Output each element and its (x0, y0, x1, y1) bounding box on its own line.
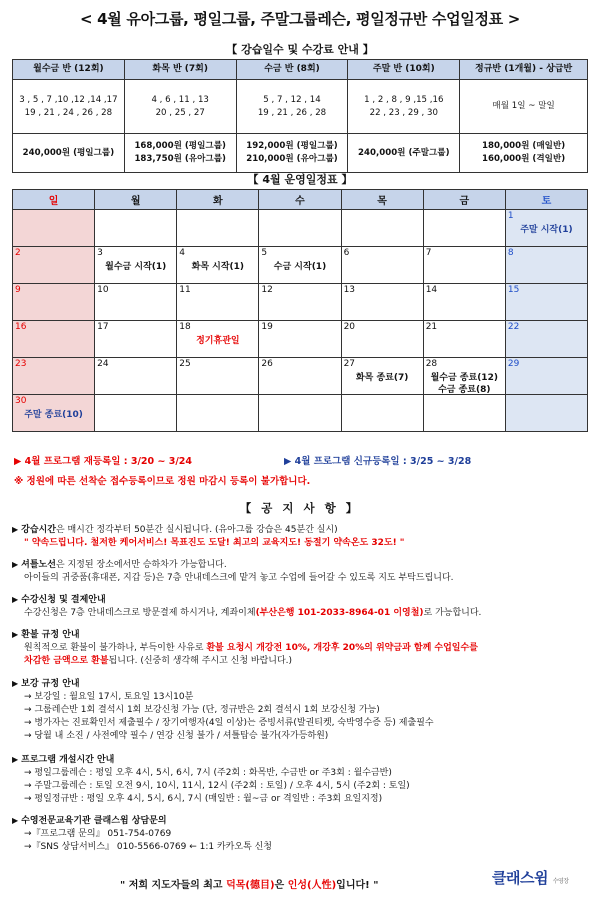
fee-days-cell: 매월 1일 ~ 말일 (460, 80, 588, 134)
calendar-day-cell (505, 395, 587, 432)
notice-payment: ▶ 수강신청 및 결제안내 수강신청은 7층 안내데스크로 방문결제 하시거나, 계좌이체(부산은행 101-2033-8964-01 이영철)로 가능합니다. (12, 595, 482, 618)
calendar-day-cell (341, 210, 423, 247)
fee-table (12, 59, 588, 173)
calendar-day-cell (177, 358, 259, 395)
fee-header: 월수금 반 (12회) (13, 60, 125, 80)
calendar-day-cell (95, 284, 177, 321)
calendar-day-cell (423, 210, 505, 247)
day-event: 주말 시작(1) (520, 225, 573, 235)
calendar-day-cell (259, 395, 341, 432)
calendar-day-cell (341, 395, 423, 432)
calendar-day-cell (259, 321, 341, 358)
weekday-header: 일 (13, 190, 95, 210)
calendar-day-cell (505, 321, 587, 358)
weekday-header: 수 (259, 190, 341, 210)
day-number: 1 (507, 211, 514, 221)
day-number: 29 (507, 359, 520, 369)
fee-price-cell: 192,000원 (평일그룹) 210,000원 (유아그룹) (236, 134, 348, 173)
calendar-day-cell (423, 321, 505, 358)
day-number: 14 (425, 285, 438, 295)
day-number: 18 (179, 322, 191, 332)
day-number: 24 (97, 359, 109, 369)
calendar-day-cell (177, 210, 259, 247)
fee-header: 정규반 (1개월) - 상급반 (460, 60, 588, 80)
notice-lesson-time: ▶ 강습시간은 매시간 정각부터 50분간 실시됩니다. (유아그룹 강습은 45분간 실시) " 약속드립니다. 철저한 케어서비스! 목표진도 도달! 최고의 교육지도! 동절기 약속온도 32도! " (12, 523, 592, 550)
day-number: 5 (261, 248, 268, 258)
fee-days-cell: 5 , 7 , 12 , 14 19 , 21 , 26 , 28 (236, 80, 348, 134)
calendar-day-cell (95, 321, 177, 358)
promise-text: " 약속드립니다. 철저한 케어서비스! 목표진도 도달! 최고의 교육지도! 동절기 약속온도 32도! " (24, 538, 405, 548)
fee-header: 화목 반 (7회) (124, 60, 236, 80)
calendar-table (12, 189, 588, 432)
calendar-day-cell (259, 210, 341, 247)
phone-contact: →『프로그램 문의』 051-754-0769 (24, 829, 172, 839)
weekday-header: 월 (95, 190, 177, 210)
calendar-day-cell (177, 284, 259, 321)
day-number: 10 (97, 285, 109, 295)
calendar-day-cell (177, 247, 259, 284)
calendar-day-cell (13, 395, 95, 432)
calendar-day-cell (423, 395, 505, 432)
calendar-day-cell (505, 247, 587, 284)
page-title: < 4월 유아그룹, 평일그룹, 주말그룹레슨, 평일정규반 수업일정표 > (79, 10, 521, 28)
calendar-day-cell (95, 358, 177, 395)
calendar-week-row (13, 210, 588, 247)
motto-quote: " 저희 지도자들의 최고 덕목(德目)은 인성(人性)입니다! " (120, 880, 379, 891)
calendar-week-row (13, 247, 588, 284)
fee-section-label: 【 강습일수 및 수강료 안내 】 (226, 43, 374, 56)
calendar-day-cell (177, 395, 259, 432)
day-number: 15 (507, 285, 520, 295)
weekday-header: 토 (505, 190, 587, 210)
fee-header: 수금 반 (8회) (236, 60, 348, 80)
calendar-day-cell (259, 284, 341, 321)
weekday-header: 화 (177, 190, 259, 210)
calendar-day-cell (13, 284, 95, 321)
fee-price-cell: 168,000원 (평일그룹) 183,750원 (유아그룹) (124, 134, 236, 173)
calendar-day-cell (341, 321, 423, 358)
day-number: 26 (261, 359, 273, 369)
day-number: 28 (425, 359, 438, 369)
day-number: 17 (97, 322, 109, 332)
calendar-day-cell (423, 247, 505, 284)
day-event: 화목 종료(7) (355, 373, 409, 383)
triangle-bullet-icon: ▶ (12, 560, 19, 569)
calendar-week-row (13, 358, 588, 395)
calendar-day-cell (423, 284, 505, 321)
calendar-day-cell (341, 284, 423, 321)
calendar-week-row (13, 395, 588, 432)
calendar-day-cell (505, 358, 587, 395)
calendar-week-row (13, 284, 588, 321)
fee-price-cell: 180,000원 (매일반) 160,000원 (격일반) (460, 134, 588, 173)
weekday-header: 목 (341, 190, 423, 210)
triangle-bullet-icon: ▶ (12, 525, 19, 534)
fee-header: 주말 반 (10회) (348, 60, 460, 80)
calendar-day-cell (95, 247, 177, 284)
fee-price-cell: 240,000원 (주말그룹) (348, 134, 460, 173)
notice-title: 【 공 지 사 항 】 (239, 501, 361, 515)
fee-days-cell: 1 , 2 , 8 , 9 ,15 ,16 22 , 23 , 29 , 30 (348, 80, 460, 134)
calendar-day-cell (341, 247, 423, 284)
calendar-day-cell (13, 321, 95, 358)
bank-account: (부산은행 101-2033-8964-01 이영철) (255, 608, 424, 618)
notice-refund: ▶ 환불 규정 안내 원칙적으로 환불이 불가하나, 부득이한 사유로 환불 요청시 개강전 10%, 개강후 20%의 위약금과 함께 수업일수를 차감한 금액으로 환불됩니다. (신중히 생각해 주시고 신청 바랍니다.) (12, 630, 478, 666)
rereg-date: ▶ 4월 프로그램 재등록일 : 3/20 ~ 3/24 (14, 456, 193, 467)
day-event: 정기휴관일 (196, 336, 240, 346)
calendar-day-cell (341, 358, 423, 395)
calendar-day-cell (13, 210, 95, 247)
day-number: 20 (343, 322, 356, 332)
calendar-day-cell (505, 284, 587, 321)
fee-days-cell: 3 , 5 , 7 ,10 ,12 ,14 ,17 19 , 21 , 24 , 26 , 28 (13, 80, 125, 134)
calendar-day-cell (95, 395, 177, 432)
notice-shuttle: ▶ 셔틀노선은 지정된 장소에서만 승하차가 가능합니다. 아이들의 귀중품(휴대폰, 지갑 등)은 7층 안내데스크에 맡겨 놓고 수업에 들어갈 수 있도록 지도 부탁드립니다. (12, 560, 454, 583)
calendar-day-cell (177, 321, 259, 358)
day-number: 23 (15, 359, 27, 369)
calendar-day-cell (13, 247, 95, 284)
fee-days-cell: 4 , 6 , 11 , 13 20 , 25 , 27 (124, 80, 236, 134)
day-event: 월수금 종료(12) 수금 종료(8) (430, 373, 498, 395)
sns-contact: →『SNS 상담서비스』 010-5566-0769 ← 1:1 카카오톡 신청 (24, 842, 273, 852)
day-number: 22 (507, 322, 520, 332)
calendar-day-cell (505, 210, 587, 247)
day-number: 25 (179, 359, 191, 369)
day-number: 27 (343, 359, 356, 369)
triangle-bullet-icon: ▶ (12, 755, 19, 764)
triangle-bullet-icon: ▶ (12, 595, 19, 604)
day-number: 16 (15, 322, 27, 332)
day-event: 월수금 시작(1) (105, 262, 167, 272)
day-event: 수금 시작(1) (273, 262, 327, 272)
day-number: 19 (261, 322, 273, 332)
day-number: 12 (261, 285, 273, 295)
notice-makeup: ▶ 보강 규정 안내 → 보강일 : 월요일 17시, 토요일 13시10분 → 그룹레슨반 1회 결석시 1회 보강신청 가능 (단, 정규반은 2회 결석시 1회 보강신청 가능) → 병가자는 진료확인서 제출필수 / 장기여행자(4일 이상)는 증빙서류(발권티켓, 숙박영수증 등) 제출필수 → 당월 내 소진 / 사전예약 필수 / 연강 신청 불가 / 셔틀탑승 불가(자가등하원) (12, 679, 434, 741)
day-number: 8 (507, 248, 514, 258)
brand-logo: 클래스윔 수영장 (492, 869, 569, 887)
day-number: 9 (15, 285, 21, 295)
day-number: 21 (425, 322, 438, 332)
calendar-week-row (13, 321, 588, 358)
newreg-date: ▶ 4월 프로그램 신규등록일 : 3/25 ~ 3/28 (284, 456, 472, 467)
notice-program-hours: ▶ 프로그램 개설시간 안내 → 평일그룹레슨 : 평일 오후 4시, 5시, 6시, 7시 (주2회 : 화목반, 수금반 or 주3회 : 월수금반) → 주말그룹레슨 : 토일 오전 9시, 10시, 11시, 12시 (주2회 : 토일) / 오후 4시, 5시 (주2회 : 토일) → 평일정규반 : 평일 오후 4시, 5시, 6시, 7시 (매일반 : 월~금 or 격일반 : 주3회 요일지정) (12, 755, 410, 804)
day-number: 6 (343, 248, 350, 258)
triangle-bullet-icon: ▶ (12, 630, 19, 639)
day-number: 30 (15, 396, 27, 406)
day-number: 11 (179, 285, 191, 295)
calendar-section-label: 【 4월 운영일정표 】 (247, 173, 353, 186)
fee-price-cell: 240,000원 (평일그룹) (13, 134, 125, 173)
calendar-day-cell (259, 358, 341, 395)
capacity-warning: ※ 정원에 따른 선착순 접수등록이므로 정원 마감시 등록이 불가합니다. (14, 476, 311, 487)
day-number: 7 (425, 248, 432, 258)
day-event: 주말 종료(10) (24, 410, 83, 420)
notice-contact: ▶ 수영전문교육기관 클래스윔 상담문의 →『프로그램 문의』 051-754-0769 →『SNS 상담서비스』 010-5566-0769 ← 1:1 카카오톡 신청 (12, 814, 592, 854)
calendar-day-cell (13, 358, 95, 395)
day-number: 4 (179, 248, 186, 258)
day-number: 3 (97, 248, 103, 258)
weekday-header: 금 (423, 190, 505, 210)
calendar-day-cell (423, 358, 505, 395)
calendar-day-cell (95, 210, 177, 247)
triangle-bullet-icon: ▶ (12, 679, 19, 688)
day-number: 2 (15, 248, 21, 258)
day-event: 화목 시작(1) (191, 262, 245, 272)
calendar-day-cell (259, 247, 341, 284)
day-number: 13 (343, 285, 356, 295)
triangle-bullet-icon: ▶ (12, 816, 19, 825)
